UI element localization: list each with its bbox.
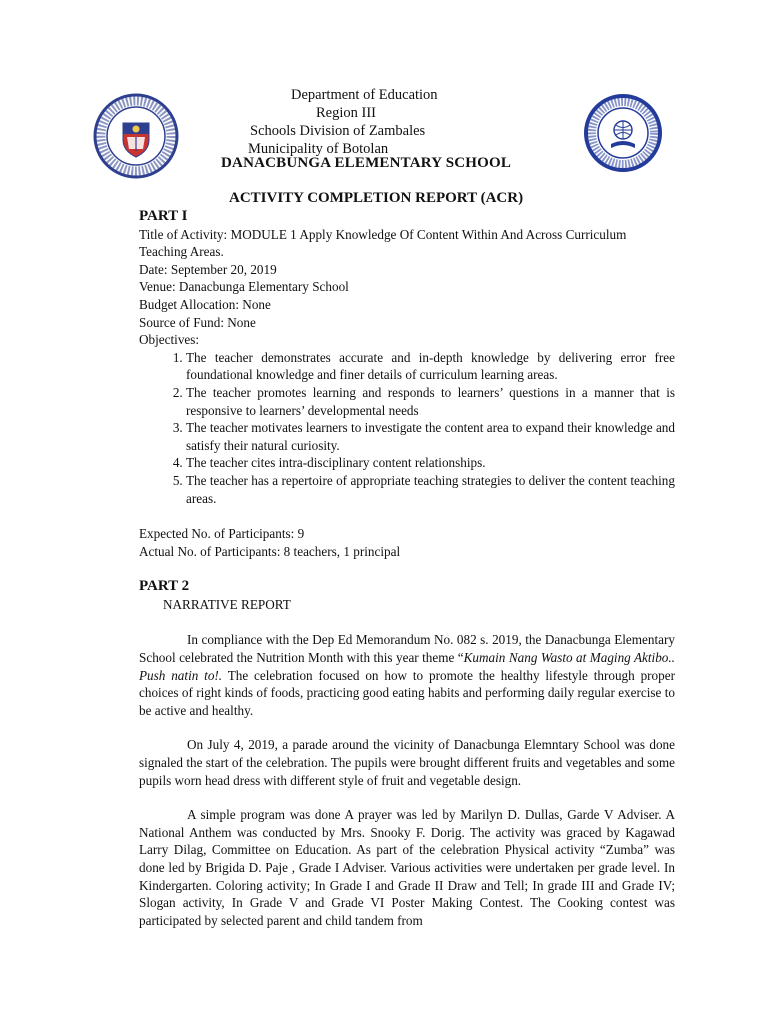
department-name: Department of Education bbox=[291, 87, 438, 103]
nutrition-theme: Kumain Nang Wasto at Maging Aktibo.. Push natin to!. bbox=[139, 650, 675, 683]
objectives-list bbox=[139, 349, 675, 507]
expected-participants: Expected No. of Participants: 9 bbox=[139, 526, 305, 542]
division-name: Schools Division of Zambales bbox=[250, 123, 426, 139]
document-body bbox=[139, 208, 675, 946]
municipality-name: Municipality of Botolan bbox=[248, 141, 389, 157]
region-name: Region III bbox=[316, 105, 376, 121]
deped-seal-icon bbox=[93, 93, 179, 179]
narrative-paragraph-2: On July 4, 2019, a parade around the vicinity of Danacbunga Elemntary School was done signaled the start of the celebration. The pupils were brought different fruits and vegetables and some pupils worn head dress with different style of fruit and vegetable design. bbox=[139, 737, 675, 788]
activity-date: Date: September 20, 2019 bbox=[139, 261, 277, 277]
activity-title: Title of Activity: MODULE 1 Apply Knowledge Of Content Within And Across Curriculum Teaching Areas. bbox=[139, 226, 627, 260]
objective-item: 5. The teacher has a repertoire of appropriate teaching strategies to deliver the content teaching areas. bbox=[186, 472, 675, 507]
objective-item: 3. The teacher motivates learners to investigate the content area to expand their knowledge and satisfy their natural curiosity. bbox=[186, 419, 675, 454]
objectives-label: Objectives: bbox=[139, 332, 200, 348]
narrative-report-heading: NARRATIVE REPORT bbox=[163, 596, 291, 612]
school-name: DANACBUNGA ELEMENTARY SCHOOL bbox=[221, 155, 512, 171]
part2-heading: PART 2 bbox=[139, 578, 190, 595]
narrative-paragraph-3: A simple program was done A prayer was led by Marilyn D. Dullas, Garde V Adviser. A National Anthem was conducted by Mrs. Snooky F. Dorig. The activity was graced by Kagawad Larry Dilag, Committee on Education. As part of the celebration Physical activity “Zumba” was done led by Brigida D. Paje , Grade I Adviser. Various activities were undertaken per grade level. In Kindergarten. Coloring activity; In Grade I and Grade II Draw and Tell; In grade III and Grade IV; Slogan activity, In Grade V and Grade VI Poster Making Contest. The Cooking contest was participated by selected parent and child tandem from bbox=[139, 807, 675, 928]
school-seal-icon bbox=[584, 94, 662, 172]
objective-item: 1. The teacher demonstrates accurate and in-depth knowledge by delivering error free foundational knowledge and finer details of curriculum learning areas. bbox=[186, 349, 675, 384]
source-of-fund: Source of Fund: None bbox=[139, 314, 256, 330]
budget-allocation: Budget Allocation: None bbox=[139, 296, 271, 312]
objective-item: 4. The teacher cites intra-disciplinary content relationships. bbox=[186, 454, 675, 472]
narrative-paragraph-1: In compliance with the Dep Ed Memorandum No. 082 s. 2019, the Danacbunga Elementary School celebrated the Nutrition Month with this year theme “Kumain Nang Wasto at Maging Aktibo.. Push natin to!. The celebration focused on how to promote the healthy lifestyle through proper choices of right kinds of foods, practicing good eating habits and performing daily regular exercise to be active and healthy. bbox=[139, 632, 675, 718]
objective-item: 2. The teacher promotes learning and responds to learners’ questions in a manner that is responsive to learners’ developmental needs bbox=[186, 384, 675, 419]
actual-participants: Actual No. of Participants: 8 teachers, 1 principal bbox=[139, 543, 401, 559]
part1-heading: PART I bbox=[139, 208, 188, 224]
activity-venue: Venue: Danacbunga Elementary School bbox=[139, 279, 349, 295]
report-title: ACTIVITY COMPLETION REPORT (ACR) bbox=[229, 190, 524, 206]
